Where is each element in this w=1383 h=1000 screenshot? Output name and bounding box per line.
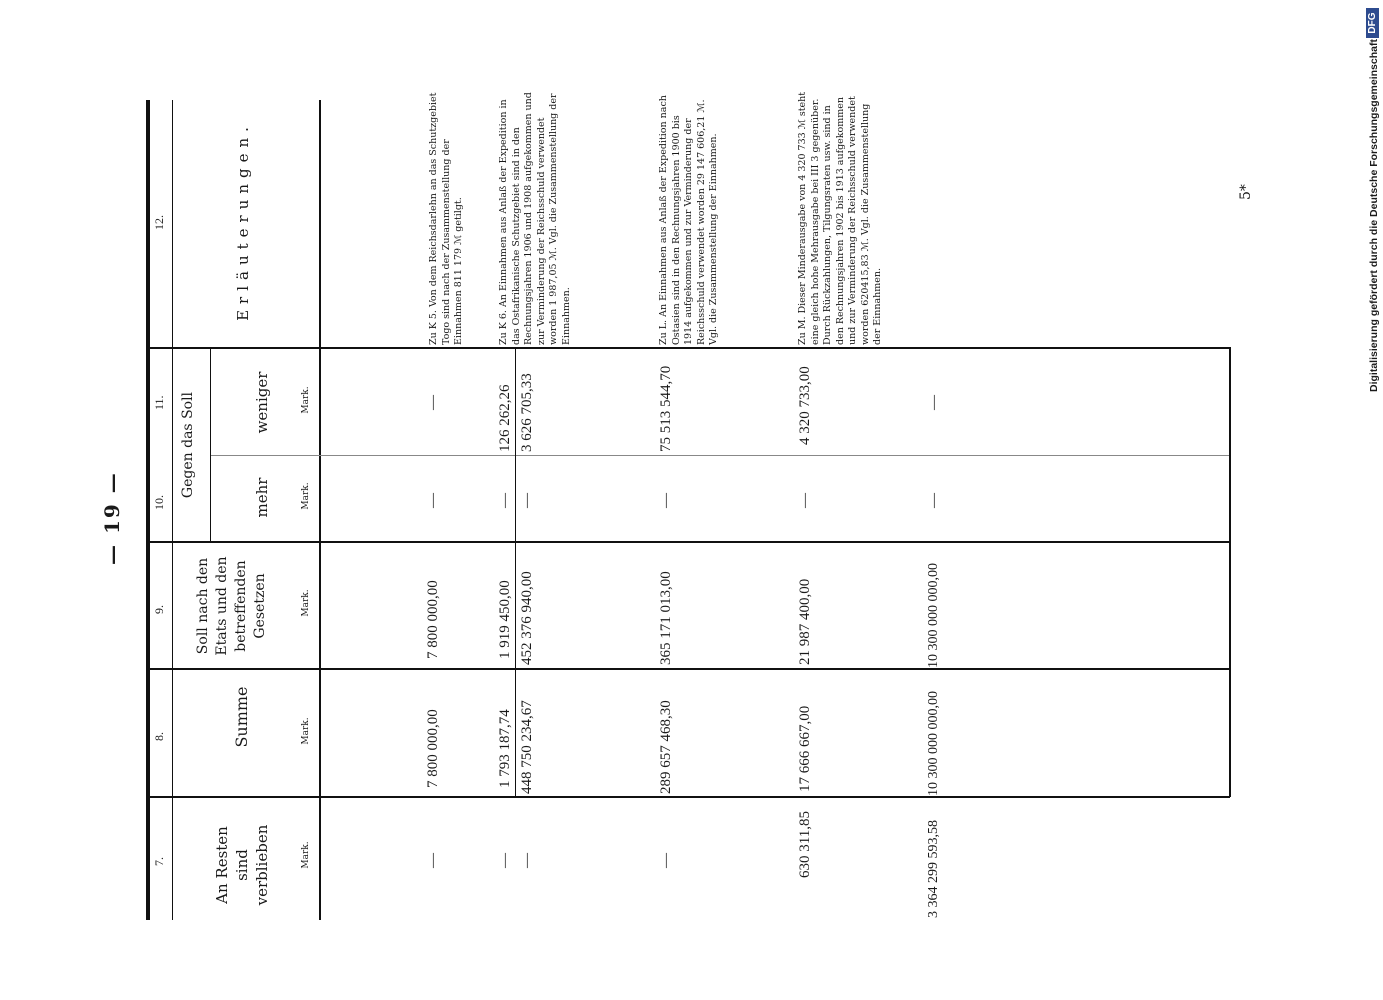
row3-col11: 3 626 705,33 bbox=[519, 373, 535, 452]
row3-col7: — bbox=[519, 853, 535, 868]
col8-number: 8. bbox=[152, 732, 166, 741]
digitization-credit: Digitalisierung gefördert durch die Deutsche Forschungsgemeinschaft bbox=[1368, 39, 1380, 392]
row6-col10: — bbox=[926, 493, 942, 508]
row5-col10: — bbox=[797, 493, 813, 508]
col7-unit: Mark. bbox=[301, 841, 311, 869]
col12-number: 12. bbox=[152, 215, 166, 230]
col8-unit: Mark. bbox=[301, 717, 311, 745]
col-sep-9-10 bbox=[146, 541, 1230, 543]
col9-title: Soll nach den Etats und den betreffenden Gesetzen bbox=[195, 556, 268, 656]
col11-unit: Mark. bbox=[301, 386, 311, 414]
row3-col8: 448 750 234,67 bbox=[519, 700, 535, 794]
col9-unit: Mark. bbox=[301, 589, 311, 617]
col7-number: 7. bbox=[152, 857, 166, 866]
row4-col8: 289 657 468,30 bbox=[658, 700, 674, 794]
row1-col11: — bbox=[425, 395, 441, 410]
row4-col11: 75 513 544,70 bbox=[658, 365, 674, 452]
col10-number: 10. bbox=[152, 495, 166, 510]
row5-col8: 17 666 667,00 bbox=[797, 705, 813, 792]
row1-col10: — bbox=[425, 493, 441, 508]
subtotal-rule bbox=[515, 349, 516, 797]
row1-col9: 7 800 000,00 bbox=[425, 580, 441, 659]
col-sep-7-8 bbox=[146, 796, 1230, 798]
signature-mark: 5* bbox=[1238, 184, 1254, 200]
col-sep-8-9 bbox=[146, 668, 1230, 670]
dfg-logo: DFG bbox=[1366, 8, 1379, 38]
row3-col10: — bbox=[519, 493, 535, 508]
col11-title: weniger bbox=[253, 371, 271, 434]
row5-col9: 21 987 400,00 bbox=[797, 578, 813, 665]
col9-number: 9. bbox=[152, 605, 166, 614]
col-sep-10-11 bbox=[210, 455, 1230, 456]
row2-col7: — bbox=[497, 853, 513, 868]
row1-col7: — bbox=[425, 853, 441, 868]
col10-title: mehr bbox=[253, 477, 271, 518]
page-number: — 19 — bbox=[100, 471, 124, 565]
col8-title: Summe bbox=[232, 686, 251, 748]
row6-col8: 10 300 000 000,00 bbox=[926, 691, 941, 796]
row2-col11: 126 262,26 bbox=[497, 384, 513, 452]
row4-col10: — bbox=[658, 493, 674, 508]
group-title: Gegen das Soll bbox=[180, 391, 196, 499]
col10-unit: Mark. bbox=[301, 482, 311, 510]
row4-note: Zu L. An Einnahmen aus Anlaß der Expedition nach Ostasien sind in den Rechnungsjahren 1900 bis 1914 aufgekommen und zur Verminderung der Reichsschuld verwendet worden 29 147 606,21 ℳ. Vgl. die Zusammenstellung der Einnahmen. bbox=[658, 95, 719, 345]
row5-col11: 4 320 733,00 bbox=[797, 366, 813, 445]
row2-col9: 1 919 450,00 bbox=[497, 580, 513, 659]
col7-title: An Resten sind verblieben bbox=[213, 824, 271, 906]
row6-col9: 10 300 000 000,00 bbox=[926, 563, 941, 668]
row4-col9: 365 171 013,00 bbox=[658, 571, 674, 665]
row6-col7: 3 364 299 593,58 bbox=[926, 820, 941, 918]
col12-title: Erläuterungen. bbox=[234, 121, 252, 321]
group-header-rule bbox=[210, 349, 211, 541]
row6-col11: — bbox=[926, 395, 942, 410]
row5-note: Zu M. Dieser Minderausgabe von 4 320 733 ℳ steht eine gleich hohe Mehrausgabe bei III 3 gegenüber. Durch Rückzahlungen, Tilgungsraten usw. sind in den Rechnungsjahren 1902 bis 1913 aufgekommen und zur Verminderung der Reichsschuld verwendet worden 620415,83 ℳ. Vgl. die Zusammenstellung der Einnahmen. bbox=[797, 91, 883, 345]
row1-col8: 7 800 000,00 bbox=[425, 709, 441, 788]
row2-col10: — bbox=[497, 493, 513, 508]
col11-number: 11. bbox=[152, 395, 166, 410]
row5-col7: 630 311,85 bbox=[797, 811, 813, 878]
row2-col8: 1 793 187,74 bbox=[497, 709, 513, 788]
row3-col9: 452 376 940,00 bbox=[519, 571, 535, 665]
row2-note: Zu K 6. An Einnahmen aus Anlaß der Expedition in das Ostafrikanische Schutzgebiet sind in den Rechnungsjahren 1906 und 1908 aufgekommen und zur Verminderung der Reichsschuld verwendet worden 1 987,05 ℳ. Vgl. die Zusammenstellung der Einnahmen. bbox=[498, 92, 572, 345]
row1-note: Zu K 5. Von dem Reichsdarlehn an das Schutzgebiet Togo sind nach der Zusammenstellung der Einnahmen 811 179 ℳ getilgt. bbox=[428, 92, 464, 345]
table-bottom-rule bbox=[1229, 347, 1231, 797]
col-sep-11-12 bbox=[146, 347, 1230, 349]
row4-col7: — bbox=[658, 853, 674, 868]
